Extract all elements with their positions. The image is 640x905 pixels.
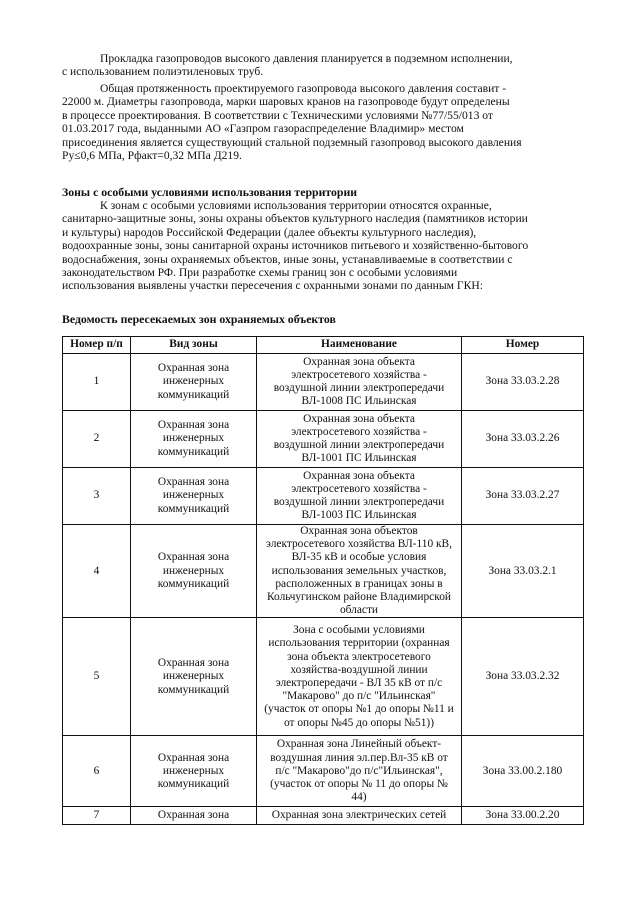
cell-line: воздушной линии электропередачи [273, 439, 445, 451]
cell-line: Охранная зона объекта [303, 469, 415, 482]
header-number: Номер п/п [63, 337, 131, 354]
table-row [63, 525, 584, 618]
cell-line: области [339, 604, 379, 617]
cell-zone-type [131, 411, 257, 468]
text-line: и культуры) народов Российской Федерации (далее объекты культурного наследия), [62, 225, 477, 239]
cell-line: Охранная зона [157, 362, 230, 375]
cell-row-number: 7 [63, 807, 131, 825]
paragraph-zones [62, 199, 584, 293]
text-line: Прокладка газопроводов высокого давления планируется в подземном исполнении, [100, 52, 513, 65]
cell-zone-number: Зона 33.00.2.20 [462, 807, 584, 825]
cell-line: п/с "Макарово"до п/с"Ильинская", [275, 764, 443, 777]
cell-zone-number: Зона 33.03.2.32 [462, 618, 584, 736]
cell-line: ВЛ-1003 ПС Ильинская [301, 509, 417, 522]
text-line: водоохранные зоны, зоны санитарной охраны источников питьевого и хозяйственно-бытового [62, 239, 529, 253]
cell-zone-type [131, 468, 257, 525]
cell-line: использования земельных участков, [271, 564, 447, 577]
paragraph-pipeline-laying [62, 52, 622, 79]
cell-line: коммуникаций [157, 577, 230, 590]
text-line: Ру≤0,6 МПа, Рфакт=0,32 МПа Д219. [62, 149, 242, 163]
cell-line: использования территории (охранная [268, 637, 450, 650]
cell-line: хозяйства-воздушной линии [290, 663, 428, 676]
cell-line: Охранная зона объекта [303, 355, 415, 368]
text-line: в процессе проектирования. В соответствии с Техническими условиями №77/55/013 от [62, 108, 494, 122]
cell-line: коммуникаций [157, 388, 230, 401]
text-line: присоединения является существующий стальной подземный газопровод высокого давления [62, 135, 522, 149]
cell-row-number: 6 [63, 736, 131, 807]
cell-line: электросетевого хозяйства - [291, 482, 427, 495]
cell-line: инженерных [162, 764, 225, 777]
table-row [63, 411, 584, 468]
text-line: водоснабжения, зоны охраняемых объектов, иные зоны, устанавливаемые в соответствии с [62, 252, 513, 266]
cell-line: Кольчугинском районе Владимирской [267, 591, 451, 604]
table-row [63, 807, 584, 825]
cell-zone-name [257, 525, 462, 618]
cell-line: Охранная зона электрических сетей [271, 809, 447, 822]
cell-line: инженерных [162, 432, 225, 445]
cell-zone-type [131, 736, 257, 807]
cell-line: от опоры №45 до опоры №51)) [283, 716, 435, 729]
table-row [63, 736, 584, 807]
header-zone-number: Номер [462, 337, 584, 354]
cell-zone-number: Зона 33.03.2.28 [462, 354, 584, 411]
cell-line: Охранная зона [157, 751, 230, 764]
cell-line: ВЛ-1008 ПС Ильинская [301, 395, 417, 408]
cell-zone-number: Зона 33.00.2.180 [462, 736, 584, 807]
cell-zone-type [131, 525, 257, 618]
table-body [63, 354, 584, 825]
cell-row-number: 4 [63, 525, 131, 618]
cell-line: коммуникаций [157, 778, 230, 791]
paragraph-pipeline-length [62, 82, 584, 162]
table-row [63, 468, 584, 525]
cell-line: Зона с особыми условиями [293, 624, 425, 637]
section-heading: Зоны с особыми условиями использования территории [62, 185, 358, 199]
cell-line: коммуникаций [157, 683, 230, 696]
text-line: санитарно-защитные зоны, зоны охраны объектов культурного наследия (памятников истории [62, 212, 528, 226]
cell-line: ВЛ-1001 ПС Ильинская [301, 452, 417, 465]
cell-line: электросетевого хозяйства - [291, 368, 427, 381]
text-line: использования выявлены участки пересечения с охранными зонами по данным ГКН: [62, 279, 483, 293]
cell-line: (участок от опоры № 11 до опоры № [270, 778, 448, 791]
cell-line: воздушной линии электропередачи [273, 496, 445, 508]
cell-line: Охранная зона [157, 657, 230, 670]
cell-line: расположенных в границах зоны в [275, 577, 443, 590]
cell-line: Охранная зона [157, 551, 230, 564]
cell-zone-name [257, 618, 462, 736]
cell-zone-type [131, 618, 257, 736]
text-line: 22000 м. Диаметры газопровода, марки шаровых кранов на газопроводе будут определены [62, 95, 510, 109]
cell-zone-name [257, 354, 462, 411]
text-line: К зонам с особыми условиями использования территории относятся охранные, [100, 199, 492, 212]
table-header-row [63, 337, 584, 354]
cell-line: воздушная линия эл.пер.Вл-35 кВ от [270, 751, 448, 764]
cell-line: инженерных [162, 489, 225, 502]
protected-zones-table [62, 336, 584, 825]
text-line: Общая протяженность проектируемого газопровода высокого давления составит - [100, 82, 507, 95]
header-name: Наименование [257, 337, 462, 354]
table-row [63, 618, 584, 736]
table-title: Ведомость пересекаемых зон охраняемых объектов [62, 312, 336, 326]
cell-row-number: 1 [63, 354, 131, 411]
cell-row-number: 5 [63, 618, 131, 736]
cell-line: электропередачи - ВЛ 35 кВ от п/с [275, 676, 443, 689]
cell-line: Охранная зона [157, 809, 230, 822]
header-zone-type: Вид зоны [131, 337, 257, 354]
text-line: законодательством РФ. При разработке схемы границ зон с особыми условиями [62, 266, 458, 280]
cell-zone-name [257, 807, 462, 825]
cell-line: 44) [351, 791, 367, 804]
cell-zone-number: Зона 33.03.2.26 [462, 411, 584, 468]
cell-line: инженерных [162, 670, 225, 683]
cell-zone-number: Зона 33.03.2.1 [462, 525, 584, 618]
cell-line: Охранная зона объекта [303, 412, 415, 425]
cell-zone-name [257, 736, 462, 807]
cell-line: электросетевого хозяйства ВЛ-110 кВ, [266, 538, 452, 551]
cell-zone-type [131, 354, 257, 411]
cell-zone-number: Зона 33.03.2.27 [462, 468, 584, 525]
cell-line: воздушной линии электропередачи [273, 382, 445, 394]
text-line: 01.03.2017 года, выданными АО «Газпром газораспределение Владимир» местом [62, 122, 464, 136]
cell-line: Охранная зона [157, 476, 230, 489]
text-line: с использованием полиэтиленовых труб. [62, 65, 264, 79]
cell-line: инженерных [162, 564, 225, 577]
cell-line: Охранная зона [157, 419, 230, 432]
cell-line: Охранная зона Линейный объект- [276, 738, 442, 751]
cell-zone-name [257, 411, 462, 468]
cell-row-number: 2 [63, 411, 131, 468]
cell-line: электросетевого хозяйства - [291, 425, 427, 438]
cell-line: (участок от опоры №1 до опоры №11 и [264, 703, 454, 716]
cell-line: коммуникаций [157, 445, 230, 458]
cell-line: "Макарово" до п/с "Ильинская" [282, 690, 436, 703]
cell-row-number: 3 [63, 468, 131, 525]
cell-zone-type [131, 807, 257, 825]
cell-line: коммуникаций [157, 502, 230, 515]
cell-line: ВЛ-35 кВ и особые условия [291, 551, 427, 564]
cell-line: инженерных [162, 375, 225, 388]
cell-line: Охранная зона объектов [300, 525, 418, 537]
cell-zone-name [257, 468, 462, 525]
cell-line: зона объекта электросетевого [287, 650, 431, 663]
table-row [63, 354, 584, 411]
